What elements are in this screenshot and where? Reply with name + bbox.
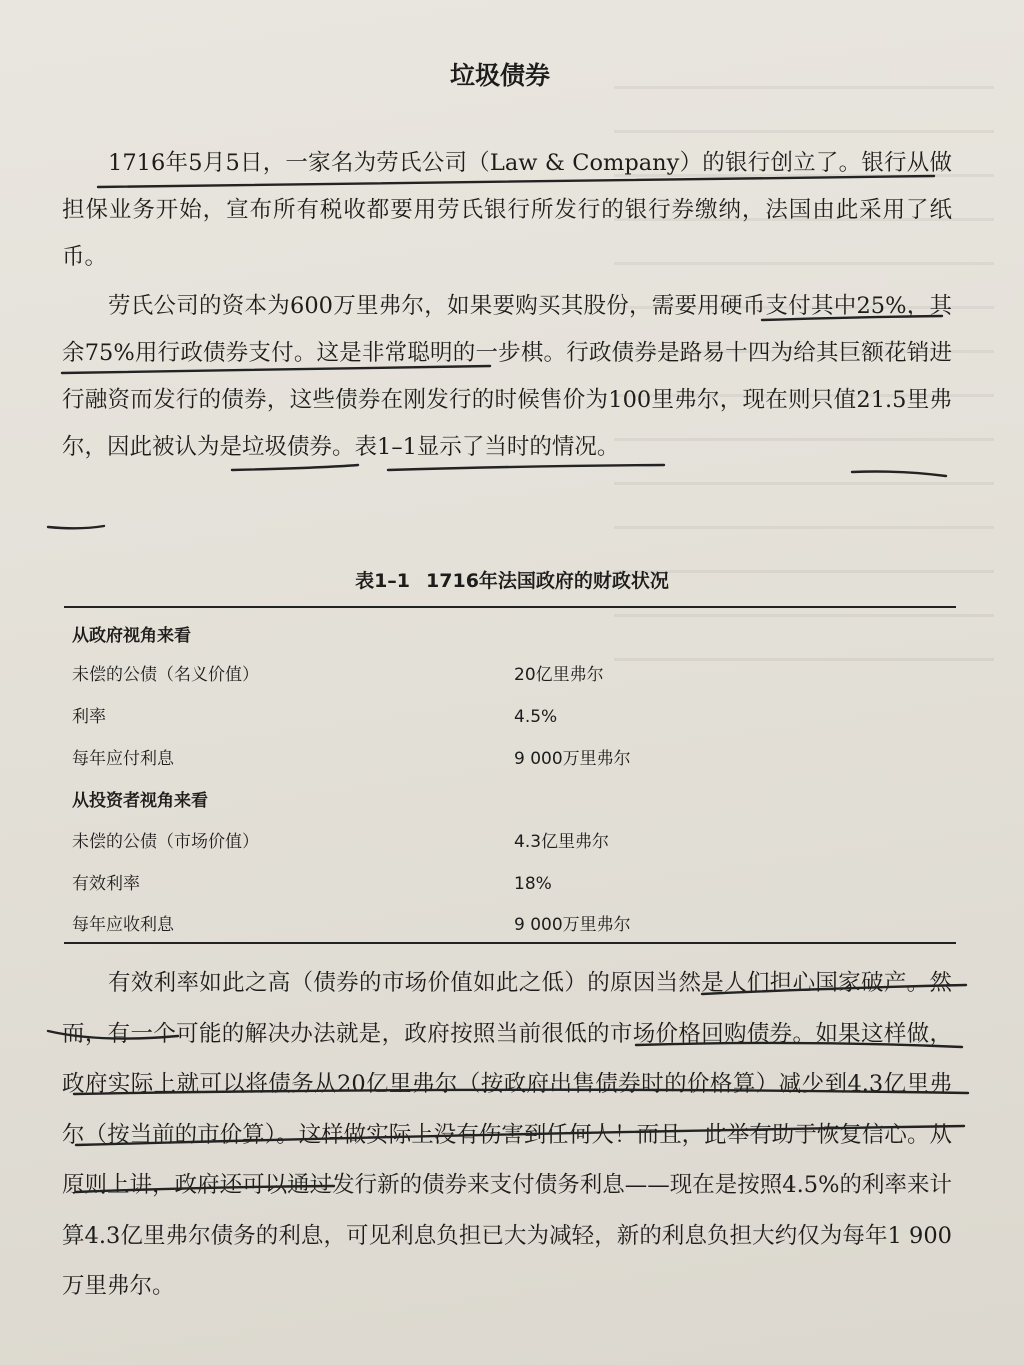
table-section-heading <box>72 784 952 818</box>
section-heading-label: 从政府视角来看 <box>72 626 191 646</box>
row-value: 9 000万里弗尔 <box>514 915 631 935</box>
table-number: 表1–1 <box>355 570 411 592</box>
table-row <box>72 867 952 901</box>
row-label: 未偿的公债（市场价值） <box>72 832 259 852</box>
table-row <box>72 700 952 734</box>
paragraph-1: 1716年5月5日，一家名为劳氏公司（Law & Company）的银行创立了。银行从做担保业务开始，宣布所有税收都要用劳氏银行所发行的银行券缴纳，法国由此采用了纸币。 <box>62 150 952 270</box>
table-top-rule <box>64 606 956 608</box>
row-label: 有效利率 <box>72 874 140 894</box>
pen-underline <box>48 526 104 528</box>
table-row <box>72 742 952 776</box>
table-bottom-rule <box>64 942 956 944</box>
row-label: 每年应付利息 <box>72 749 174 769</box>
table-row <box>72 908 952 942</box>
table-row <box>72 825 952 859</box>
row-value: 4.5% <box>514 707 558 727</box>
table-section-heading <box>72 619 952 653</box>
table-caption <box>0 566 1024 593</box>
row-value: 4.3亿里弗尔 <box>514 832 610 852</box>
row-label: 未偿的公债（名义价值） <box>72 665 259 685</box>
row-label: 利率 <box>72 707 106 727</box>
page-title: 垃圾债券 <box>449 61 550 90</box>
row-value: 9 000万里弗尔 <box>514 749 631 769</box>
pen-underline <box>852 472 946 477</box>
row-value: 20亿里弗尔 <box>514 665 604 685</box>
paragraph-3: 有效利率如此之高（债券的市场价值如此之低）的原因当然是人们担心国家破产。然而，有一个可能的解决办法就是，政府按照当前很低的市场价格回购债券。如果这样做，政府实际上就可以将债务从20亿里弗尔（按政府出售债券时的价格算）减少到4.3亿里弗尔（按当前的市价算）。这样做实际上没有伤害到任何人！而且，此举有助于恢复信心。从原则上讲，政府还可以通过发行新的债券来支付债务利息——现在是按照4.5%的利率来计算4.3亿里弗尔债务的利息，可见利息负担已大为减轻，新的利息负担大约仅为每年1 900万里弗尔。 <box>62 970 952 1299</box>
table-title: 1716年法国政府的财政状况 <box>426 570 669 592</box>
row-label: 每年应收利息 <box>72 915 174 935</box>
paragraph-2: 劳氏公司的资本为600万里弗尔，如果要购买其股份，需要用硬币支付其中25%，其余75%用行政债券支付。这是非常聪明的一步棋。行政债券是路易十四为给其巨额花销进行融资而发行的债券，这些债券在刚发行的时候售价为100里弗尔，现在则只值21.5里弗尔，因此被认为是垃圾债券。表1–1显示了当时的情况。 <box>62 293 952 460</box>
table-row <box>72 658 952 692</box>
section-heading-label: 从投资者视角来看 <box>72 791 208 811</box>
row-value: 18% <box>514 874 552 894</box>
